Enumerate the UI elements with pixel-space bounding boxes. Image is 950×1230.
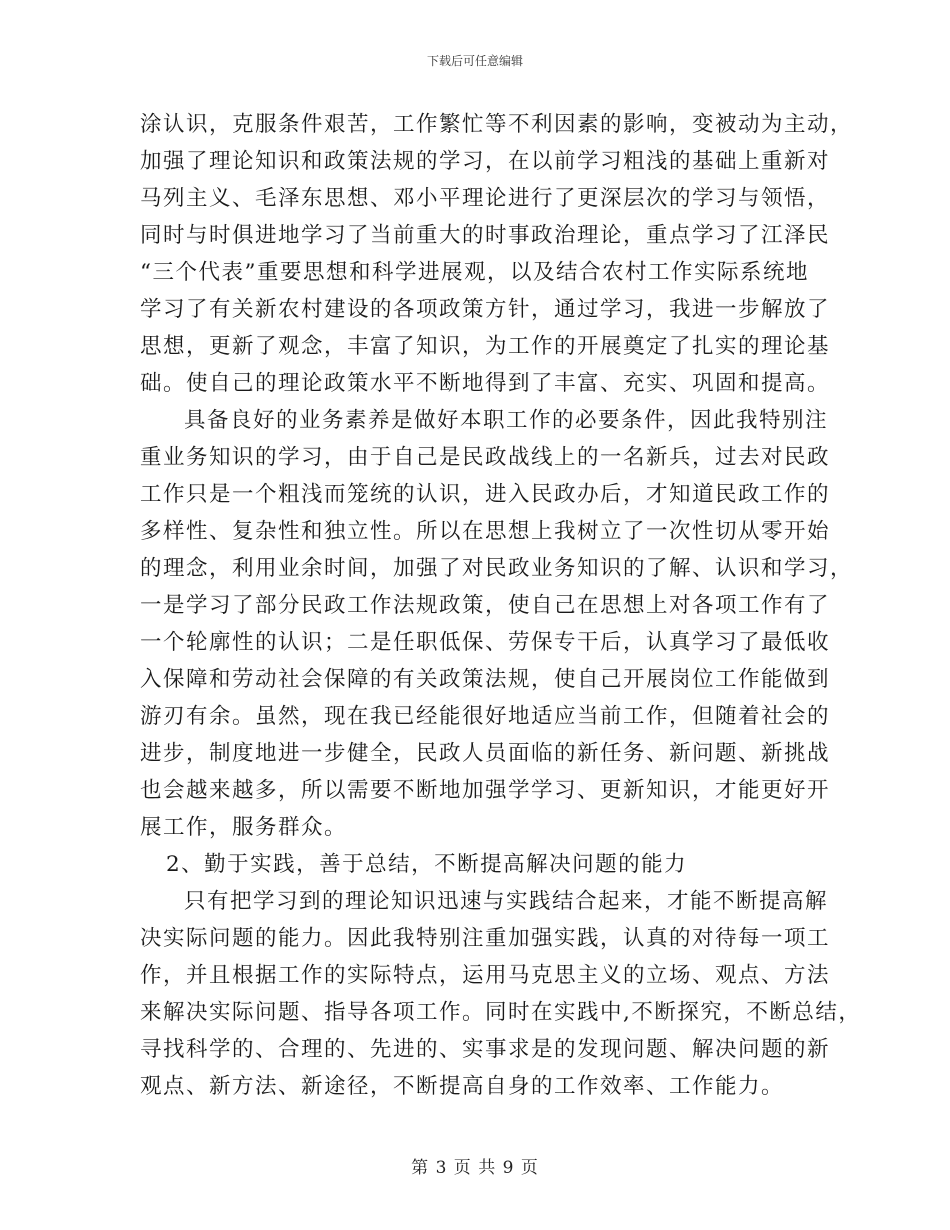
text-line: 游刃有余。虽然，现在我已经能很好地适应当前工作，但随着社会的 xyxy=(140,704,831,729)
text-line: 具备良好的业务素养是做好本职工作的必要条件，因此我特别注 xyxy=(184,408,829,433)
page-header: 下载后可任意编辑 xyxy=(426,54,523,68)
section-heading: 2、勤于实践，善于总结，不断提高解决问题的能力 xyxy=(166,852,688,877)
text-line: 也会越来越多，所以需要不断地加强学学习、更新知识，才能更好开 xyxy=(140,778,831,803)
page-number-footer: 第 3 页 共 9 页 xyxy=(411,1158,539,1178)
text-line: 工作只是一个粗浅而笼统的认识，进入民政办后，才知道民政工作的 xyxy=(140,482,831,507)
text-line: 马列主义、毛泽东思想、邓小平理论进行了更深层次的学习与领悟， xyxy=(140,186,831,211)
text-line: “三个代表”重要思想和科学进展观，以及结合农村工作实际系统地 xyxy=(140,260,809,285)
text-line: 加强了理论知识和政策法规的学习，在以前学习粗浅的基础上重新对 xyxy=(140,149,831,174)
text-line: 决实际问题的能力。因此我特别注重加强实践，认真的对待每一项工 xyxy=(140,926,831,951)
text-line: 观点、新方法、新途径，不断提高自身的工作效率、工作能力。 xyxy=(140,1074,785,1099)
text-line: 来解决实际问题、指导各项工作。同时在实践中,不断探究，不断总结， xyxy=(140,1000,862,1025)
text-line: 一是学习了部分民政工作法规政策，使自己在思想上对各项工作有了 xyxy=(140,593,831,618)
text-line: 寻找科学的、合理的、先进的、实事求是的发现问题、解决问题的新 xyxy=(140,1037,831,1062)
text-line: 涂认识，克服条件艰苦，工作繁忙等不利因素的影响，变被动为主动， xyxy=(140,112,854,137)
text-line: 入保障和劳动社会保障的有关政策法规，使自己开展岗位工作能做到 xyxy=(140,667,831,692)
text-line: 多样性、复杂性和独立性。所以在思想上我树立了一次性切从零开始 xyxy=(140,519,831,544)
text-line: 重业务知识的学习，由于自己是民政战线上的一名新兵，过去对民政 xyxy=(140,445,831,470)
text-line: 进步，制度地进一步健全，民政人员面临的新任务、新问题、新挑战 xyxy=(140,741,831,766)
text-line: 一个轮廓性的认识；二是任职低保、劳保专干后，认真学习了最低收 xyxy=(140,630,831,655)
text-line: 学习了有关新农村建设的各项政策方针，通过学习，我进一步解放了 xyxy=(140,297,831,322)
text-line: 展工作，服务群众。 xyxy=(140,815,348,840)
text-line: 的理念，利用业余时间，加强了对民政业务知识的了解、认识和学习， xyxy=(140,556,854,581)
text-line: 础。使自己的理论政策水平不断地得到了丰富、充实、巩固和提高。 xyxy=(140,371,831,396)
text-line: 思想，更新了观念，丰富了知识，为工作的开展奠定了扎实的理论基 xyxy=(140,334,831,359)
text-line: 同时与时俱进地学习了当前重大的时事政治理论，重点学习了江泽民 xyxy=(140,223,831,248)
text-line: 作，并且根据工作的实际特点，运用马克思主义的立场、观点、方法 xyxy=(140,963,831,988)
text-line: 只有把学习到的理论知识迅速与实践结合起来，才能不断提高解 xyxy=(184,889,829,914)
document-body xyxy=(140,106,862,1105)
